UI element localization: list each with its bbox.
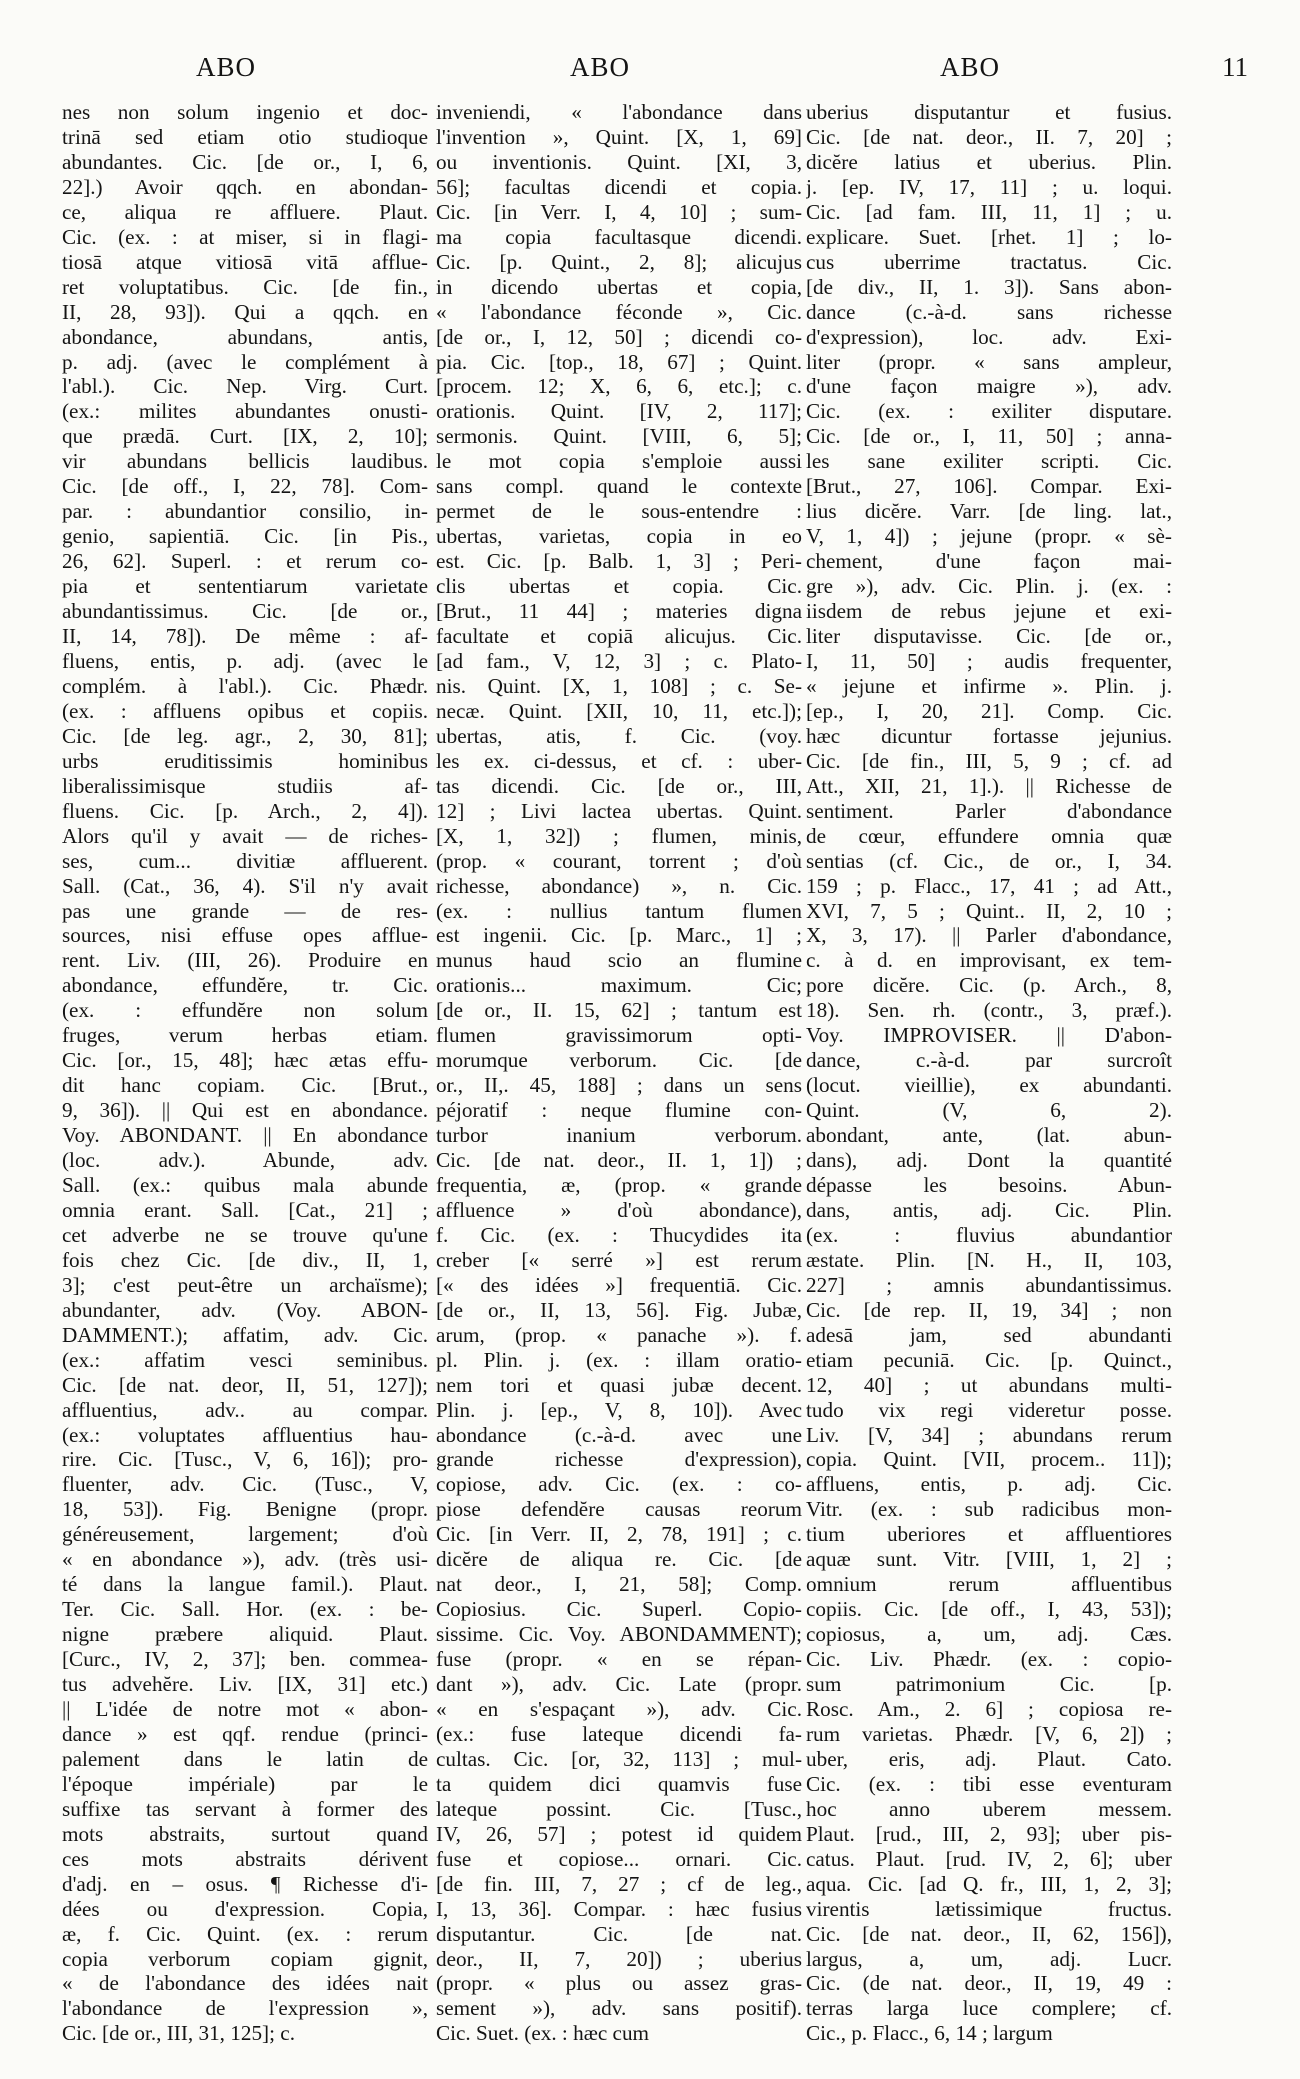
text-line: cultas. Cic. [or, 32, 113] ; mul- [436, 1746, 802, 1771]
text-line: pia et sententiarum varietate [62, 574, 428, 599]
text-line: in dicendo ubertas et copia, [436, 274, 802, 299]
text-line: Voy. ABONDANT. || En abondance [62, 1123, 428, 1148]
text-line: catus. Plaut. [rud. IV, 2, 6]; uber [806, 1846, 1172, 1871]
text-line: affluentius, adv.. au compar. [62, 1397, 428, 1422]
text-line: nes non solum ingenio et doc- [62, 100, 428, 124]
text-line: sentias (cf. Cic., de or., I, 34. [806, 848, 1172, 873]
text-line: Cic. (ex. : tibi esse eventuram [806, 1771, 1172, 1796]
text-line: fruges, verum herbas etiam. [62, 1023, 428, 1048]
text-line: fluenter, adv. Cic. (Tusc., V, [62, 1472, 428, 1497]
text-line: cus uberrime tractatus. Cic. [806, 249, 1172, 274]
text-line: Cic. [de or., III, 31, 125]; c. [62, 2021, 295, 2046]
text-line: permet de le sous-entendre : [436, 499, 802, 524]
text-line: pore dicĕre. Cic. (p. Arch., 8, [806, 973, 1172, 998]
text-line: pl. Plin. j. (ex. : illam oratio- [436, 1347, 802, 1372]
text-line: 12] ; Livi lactea ubertas. Quint. [436, 798, 802, 823]
text-line: Cic. [ad fam. III, 11, 1] ; u. [806, 199, 1172, 224]
text-line: nis. Quint. [X, 1, 108] ; c. Se- [436, 673, 802, 698]
text-line: 18). Sen. rh. (contr., 3, præf.). [806, 998, 1172, 1023]
text-line: II, 28, 93]). Qui a qqch. en [62, 299, 428, 324]
text-line: ma copia facultasque dicendi. [436, 224, 802, 249]
text-line: sement »), adv. sans positif). [436, 1996, 802, 2021]
text-line: disputantur. Cic. [de nat. [436, 1921, 802, 1946]
text-line: (loc. adv.). Abunde, adv. [62, 1148, 428, 1173]
text-line: (ex. : affluens opibus et copiis. [62, 698, 428, 723]
text-line: abondant, ante, (lat. abun- [806, 1123, 1172, 1148]
text-line: [X, 1, 32]) ; flumen, minis, [436, 823, 802, 848]
running-header-left: ABO [196, 52, 257, 82]
text-line: grande richesse d'expression), [436, 1447, 802, 1472]
text-line: (prop. « courant, torrent ; d'où [436, 848, 802, 873]
text-line: d'adj. en – osus. ¶ Richesse d'i- [62, 1871, 428, 1896]
text-line: (ex. : fluvius abundantior [806, 1222, 1172, 1247]
text-line: lius dicĕre. Varr. [de ling. lat., [806, 499, 1172, 524]
text-line: fois chez Cic. [de div., II, 1, [62, 1247, 428, 1272]
text-line: Cic. (ex. : exiliter disputare. [806, 399, 1172, 424]
text-line: [procem. 12; X, 6, 6, etc.]; c. [436, 374, 802, 399]
text-line: (ex.: milites abundantes onusti- [62, 399, 428, 424]
text-line: (ex.: affatim vesci seminibus. [62, 1347, 428, 1372]
text-line: adesā jam, sed abundanti [806, 1322, 1172, 1347]
text-line: terras larga luce complere; cf. [806, 1996, 1172, 2021]
text-line: Sall. (ex.: quibus mala abunde [62, 1172, 428, 1197]
text-line: (ex. : effundĕre non solum [62, 998, 428, 1023]
text-line: Rosc. Am., 2. 6] ; copiosa re- [806, 1697, 1172, 1721]
text-line: liter disputavisse. Cic. [de or., [806, 624, 1172, 649]
text-line: fluens. Cic. [p. Arch., 2, 4]). [62, 798, 428, 823]
text-line: sentiment. Parler d'abondance [806, 798, 1172, 823]
text-line: [Brut., 11 44] ; materies digna [436, 599, 802, 624]
text-line: dépasse les besoins. Abun- [806, 1172, 1172, 1197]
text-line: affluens, entis, p. adj. Cic. [806, 1472, 1172, 1497]
text-line: est ingenii. Cic. [p. Marc., 1] ; [436, 923, 802, 948]
text-line: dance, c.-à-d. par surcroît [806, 1048, 1172, 1073]
text-column-center [436, 100, 802, 2046]
text-line: Vitr. (ex. : sub radicibus mon- [806, 1497, 1172, 1522]
text-line: sans compl. quand le contexte [436, 474, 802, 499]
text-line: rire. Cic. [Tusc., V, 6, 16]); pro- [62, 1447, 428, 1472]
text-line: j. [ep. IV, 17, 11] ; u. loqui. [806, 174, 1172, 199]
text-line: copiosus, a, um, adj. Cæs. [806, 1622, 1172, 1647]
text-line: Cic. [de rep. II, 19, 34] ; non [806, 1297, 1172, 1322]
text-line: Alors qu'il y avait — de riches- [62, 823, 428, 848]
text-line: Cic. (de nat. deor., II, 19, 49 : [806, 1971, 1172, 1996]
text-line: copiose, adv. Cic. (ex. : co- [436, 1472, 802, 1497]
text-line: turbor inanium verborum. [436, 1123, 802, 1148]
text-line: urbs eruditissimis hominibus [62, 748, 428, 773]
text-line: sum patrimonium Cic. [p. [806, 1672, 1172, 1697]
text-line: dant »), adv. Cic. Late (propr. [436, 1672, 802, 1697]
text-line: (ex.: voluptates affluentius hau- [62, 1422, 428, 1447]
text-line: flumen gravissimorum opti- [436, 1023, 802, 1048]
text-column-right [806, 100, 1172, 2046]
text-line: [ad fam., V, 12, 3] ; c. Plato- [436, 648, 802, 673]
text-line: liter (propr. « sans ampleur, [806, 349, 1172, 374]
text-line: tus advehĕre. Liv. [IX, 31] etc.) [62, 1672, 428, 1697]
running-header-center: ABO [570, 52, 631, 82]
text-line: cet adverbe ne se trouve qu'une [62, 1222, 428, 1247]
text-line: Cic. Suet. (ex. : hæc cum [436, 2021, 650, 2046]
text-line: Cic. [p. Quint., 2, 8]; alicujus [436, 249, 802, 274]
text-line: « en abondance »), adv. (très usi- [62, 1547, 428, 1572]
text-line: [de div., II, 1. 3]). Sans abon- [806, 274, 1172, 299]
text-line: chement, d'une façon mai- [806, 549, 1172, 574]
text-line: hæc dicuntur fortasse jejunius. [806, 723, 1172, 748]
text-line: æ, f. Cic. Quint. (ex. : rerum [62, 1921, 428, 1946]
text-line: « de l'abondance des idées nait [62, 1971, 428, 1996]
text-line: Liv. [V, 34] ; abundans rerum [806, 1422, 1172, 1447]
text-line: [de fin. III, 7, 27 ; cf de leg., [436, 1871, 802, 1896]
text-line: par. : abundantior consilio, in- [62, 499, 428, 524]
text-line: DAMMENT.); affatim, adv. Cic. [62, 1322, 428, 1347]
text-line: virentis lætissimique fructus. [806, 1896, 1172, 1921]
text-line: ret voluptatibus. Cic. [de fin., [62, 274, 428, 299]
text-line: tas dicendi. Cic. [de or., III, [436, 773, 802, 798]
text-line: est. Cic. [p. Balb. 1, 3] ; Peri- [436, 549, 802, 574]
text-line: sermonis. Quint. [VIII, 6, 5]; [436, 424, 802, 449]
text-line: explicare. Suet. [rhet. 1] ; lo- [806, 224, 1172, 249]
text-line: ta quidem dici quamvis fuse [436, 1771, 802, 1796]
text-line: aquæ sunt. Vitr. [VIII, 1, 2] ; [806, 1547, 1172, 1572]
text-line: Cic. [de fin., III, 5, 9 ; cf. ad [806, 748, 1172, 773]
text-line: Cic. [de nat. deor., II. 7, 20] ; [806, 124, 1172, 149]
text-line: ces mots abstraits dérivent [62, 1846, 428, 1871]
text-line: facultate et copiā alicujus. Cic. [436, 624, 802, 649]
text-line: d'expression), loc. adv. Exi- [806, 324, 1172, 349]
text-line: iisdem de rebus jejune et exi- [806, 599, 1172, 624]
text-line: « l'abondance féconde », Cic. [436, 299, 802, 324]
text-line: Cic. [or., 15, 48]; hæc ætas effu- [62, 1048, 428, 1073]
text-line: p. adj. (avec le complément à [62, 349, 428, 374]
text-line: ce, aliqua re affluere. Plaut. [62, 199, 428, 224]
text-line: abundantissimus. Cic. [de or., [62, 599, 428, 624]
text-line: c. à d. en improvisant, ex tem- [806, 948, 1172, 973]
text-line: pas une grande — de res- [62, 898, 428, 923]
text-line: ou inventionis. Quint. [XI, 3, [436, 149, 802, 174]
text-line: dicĕre de aliqua re. Cic. [de [436, 1547, 802, 1572]
text-line: dans), adj. Dont la quantité [806, 1148, 1172, 1173]
text-line: mots abstraits, surtout quand [62, 1821, 428, 1846]
text-line: [de or., II. 15, 62] ; tantum est [436, 998, 802, 1023]
text-line: Cic., p. Flacc., 6, 14 ; largum [806, 2021, 1053, 2046]
text-line: Cic. [in Verr. II, 2, 78, 191] ; c. [436, 1522, 802, 1547]
text-line: Cic. (ex. : at miser, si in flagi- [62, 224, 428, 249]
text-column-left [62, 100, 428, 2046]
text-line: morumque verborum. Cic. [de [436, 1048, 802, 1073]
text-line: [de or., I, 12, 50] ; dicendi co- [436, 324, 802, 349]
text-line: inveniendi, « l'abondance dans [436, 100, 802, 124]
text-line: uber, eris, adj. Plaut. Cato. [806, 1746, 1172, 1771]
text-line: dans, antis, adj. Cic. Plin. [806, 1197, 1172, 1222]
text-line: dicĕre latius et uberius. Plin. [806, 149, 1172, 174]
text-line: 9, 36]). || Qui est en abondance. [62, 1098, 428, 1123]
text-line: Plin. j. [ep., V, 8, 10]). Avec [436, 1397, 802, 1422]
text-line: copia verborum copiam gignit, [62, 1946, 428, 1971]
text-line: abundantes. Cic. [de or., I, 6, [62, 149, 428, 174]
text-line: V, 1, 4]) ; jejune (propr. « sè- [806, 524, 1172, 549]
text-line: tium uberiores et affluentiores [806, 1522, 1172, 1547]
text-line: abondance, abundans, antis, [62, 324, 428, 349]
text-line: « jejune et infirme ». Plin. j. [806, 673, 1172, 698]
text-line: (propr. « plus ou assez gras- [436, 1971, 802, 1996]
text-line: omnia erant. Sall. [Cat., 21] ; [62, 1197, 428, 1222]
text-line: abundanter, adv. (Voy. ABON- [62, 1297, 428, 1322]
text-line: creber [« serré »] est rerum [436, 1247, 802, 1272]
text-line: (ex.: fuse lateque dicendi fa- [436, 1721, 802, 1746]
text-line: Plaut. [rud., III, 2, 93]; uber pis- [806, 1821, 1172, 1846]
text-line: trinā sed etiam otio studioque [62, 124, 428, 149]
text-line: II, 14, 78]). De même : af- [62, 624, 428, 649]
text-line: genio, sapientiā. Cic. [in Pis., [62, 524, 428, 549]
text-line: I, 11, 50] ; audis frequenter, [806, 648, 1172, 673]
text-line: piose defendĕre causas reorum [436, 1497, 802, 1522]
text-line: orationis. Quint. [IV, 2, 117]; [436, 399, 802, 424]
text-line: suffixe tas servant à former des [62, 1796, 428, 1821]
text-line: ses, cum... divitiæ affluerent. [62, 848, 428, 873]
text-line: l'invention », Quint. [X, 1, 69] [436, 124, 802, 149]
text-line: hoc anno uberem messem. [806, 1796, 1172, 1821]
text-line: l'époque impériale) par le [62, 1771, 428, 1796]
text-line: Cic. [de nat. deor., II. 1, 1]) ; [436, 1148, 802, 1173]
text-line: que prædā. Curt. [IX, 2, 10]; [62, 424, 428, 449]
text-line: munus haud scio an flumine [436, 948, 802, 973]
text-line: vir abundans bellicis laudibus. [62, 449, 428, 474]
text-line: de cœur, effundere omnia quæ [806, 823, 1172, 848]
text-line: 18, 53]). Fig. Benigne (propr. [62, 1497, 428, 1522]
text-line: Cic. [de or., I, 11, 50] ; anna- [806, 424, 1172, 449]
text-line: 56]; facultas dicendi et copia. [436, 174, 802, 199]
text-line: d'une façon maigre »), adv. [806, 374, 1172, 399]
text-line: tudo vix regi videretur posse. [806, 1397, 1172, 1422]
text-line: ubertas, varietas, copia in eo [436, 524, 802, 549]
text-line: 26, 62]. Superl. : et rerum co- [62, 549, 428, 574]
text-line: etiam pecuniā. Cic. [p. Quinct., [806, 1347, 1172, 1372]
text-line: Cic. [de nat. deor., II, 62, 156]), [806, 1921, 1172, 1946]
text-line: necæ. Quint. [XII, 10, 11, etc.]); [436, 698, 802, 723]
text-line: fuse (propr. « en se répan- [436, 1647, 802, 1672]
text-line: [Brut., 27, 106]. Compar. Exi- [806, 474, 1172, 499]
text-line: l'abondance de l'expression », [62, 1996, 428, 2021]
text-line: richesse, abondance) », n. Cic. [436, 873, 802, 898]
text-line: sources, nisi effuse opes afflue- [62, 923, 428, 948]
text-line: Cic. [de off., I, 22, 78]. Com- [62, 474, 428, 499]
text-line: pia. Cic. [top., 18, 67] ; Quint. [436, 349, 802, 374]
text-line: té dans la langue famil.). Plaut. [62, 1572, 428, 1597]
text-line: clis ubertas et copia. Cic. [436, 574, 802, 599]
text-line: gre »), adv. Cic. Plin. j. (ex. : [806, 574, 1172, 599]
text-line: 22].) Avoir qqch. en abondan- [62, 174, 428, 199]
text-line: Sall. (Cat., 36, 4). S'il n'y avait [62, 873, 428, 898]
text-line: arum, (prop. « panache »). f. [436, 1322, 802, 1347]
text-line: Att., XII, 21, 1].). || Richesse de [806, 773, 1172, 798]
text-line: 159 ; p. Flacc., 17, 41 ; ad Att., [806, 873, 1172, 898]
text-line: le mot copia s'emploie aussi [436, 449, 802, 474]
text-line: abondance (c.-à-d. avec une [436, 1422, 802, 1447]
text-line: Cic. Liv. Phædr. (ex. : copio- [806, 1647, 1172, 1672]
text-line: omnium rerum affluentibus [806, 1572, 1172, 1597]
text-line: [« des idées »] frequentiā. Cic. [436, 1272, 802, 1297]
text-line: fluens, entis, p. adj. (avec le [62, 648, 428, 673]
text-line: tiosā atque vitiosā vitā afflue- [62, 249, 428, 274]
text-line: dance » est qqf. rendue (princi- [62, 1721, 428, 1746]
text-line: f. Cic. (ex. : Thucydides ita [436, 1222, 802, 1247]
text-line: palement dans le latin de [62, 1746, 428, 1771]
text-line: (ex. : nullius tantum flumen [436, 898, 802, 923]
text-line: orationis... maximum. Cic; [436, 973, 802, 998]
text-line: affluence » d'où abondance), [436, 1197, 802, 1222]
text-line: uberius disputantur et fusius. [806, 100, 1172, 124]
text-line: nigne præbere aliquid. Plaut. [62, 1622, 428, 1647]
text-line: Voy. IMPROVISER. || D'abon- [806, 1023, 1172, 1048]
text-line: or., II,. 45, 188] ; dans un sens [436, 1073, 802, 1098]
text-line: sissime. Cic. Voy. ABONDAMMENT); [436, 1622, 802, 1647]
text-line: [Curc., IV, 2, 37]; ben. commea- [62, 1647, 428, 1672]
text-line: frequentia, æ, (prop. « grande [436, 1172, 802, 1197]
text-line: (locut. vieillie), ex abundanti. [806, 1073, 1172, 1098]
text-line: æstate. Plin. [N. H., II, 103, [806, 1247, 1172, 1272]
text-line: Ter. Cic. Sall. Hor. (ex. : be- [62, 1597, 428, 1622]
text-line: aqua. Cic. [ad Q. fr., III, 1, 2, 3]; [806, 1871, 1172, 1896]
text-line: Quint. (V, 6, 2). [806, 1098, 1172, 1123]
text-line: l'abl.). Cic. Nep. Virg. Curt. [62, 374, 428, 399]
text-line: Copiosius. Cic. Superl. Copio- [436, 1597, 802, 1622]
text-line: IV, 26, 57] ; potest id quidem [436, 1821, 802, 1846]
text-line: rum varietas. Phædr. [V, 6, 2]) ; [806, 1721, 1172, 1746]
text-line: « en s'espaçant »), adv. Cic. [436, 1697, 802, 1721]
text-line: Cic. [de nat. deor, II, 51, 127]); [62, 1372, 428, 1397]
text-line: dées ou d'expression. Copia, [62, 1896, 428, 1921]
text-line: les sane exiliter scripti. Cic. [806, 449, 1172, 474]
text-line: les ex. ci-dessus, et cf. : uber- [436, 748, 802, 773]
text-line: || L'idée de notre mot « abon- [62, 1697, 428, 1721]
text-line: deor., II, 7, 20]) ; uberius [436, 1946, 802, 1971]
text-line: dance (c.-à-d. sans richesse [806, 299, 1172, 324]
text-line: dit hanc copiam. Cic. [Brut., [62, 1073, 428, 1098]
text-line: copiis. Cic. [de off., I, 43, 53]); [806, 1597, 1172, 1622]
running-header-right: ABO [940, 52, 1001, 82]
text-line: lateque possint. Cic. [Tusc., [436, 1796, 802, 1821]
text-line: complém. à l'abl.). Cic. Phædr. [62, 673, 428, 698]
text-line: [de or., II, 13, 56]. Fig. Jubæ, [436, 1297, 802, 1322]
text-line: généreusement, largement; d'où [62, 1522, 428, 1547]
text-line: Cic. [de leg. agr., 2, 30, 81]; [62, 723, 428, 748]
text-line: liberalissimisque studiis af- [62, 773, 428, 798]
text-line: abondance, effundĕre, tr. Cic. [62, 973, 428, 998]
text-line: 3]; c'est peut-être un archaïsme); [62, 1272, 428, 1297]
text-line: nat deor., I, 21, 58]; Comp. [436, 1572, 802, 1597]
text-line: 227] ; amnis abundantissimus. [806, 1272, 1172, 1297]
text-line: Cic. [in Verr. I, 4, 10] ; sum- [436, 199, 802, 224]
text-line: 12, 40] ; ut abundans multi- [806, 1372, 1172, 1397]
text-line: nem tori et quasi jubæ decent. [436, 1372, 802, 1397]
page-number: 11 [1222, 52, 1248, 82]
text-line: XVI, 7, 5 ; Quint.. II, 2, 10 ; [806, 898, 1172, 923]
text-line: péjoratif : neque flumine con- [436, 1098, 802, 1123]
text-line: largus, a, um, adj. Lucr. [806, 1946, 1172, 1971]
text-line: I, 13, 36]. Compar. : hæc fusius [436, 1896, 802, 1921]
text-line: [ep., I, 20, 21]. Comp. Cic. [806, 698, 1172, 723]
text-line: X, 3, 17). || Parler d'abondance, [806, 923, 1172, 948]
text-line: rent. Liv. (III, 26). Produire en [62, 948, 428, 973]
text-line: fuse et copiose... ornari. Cic. [436, 1846, 802, 1871]
text-line: copia. Quint. [VII, procem.. 11]); [806, 1447, 1172, 1472]
text-line: ubertas, atis, f. Cic. (voy. [436, 723, 802, 748]
